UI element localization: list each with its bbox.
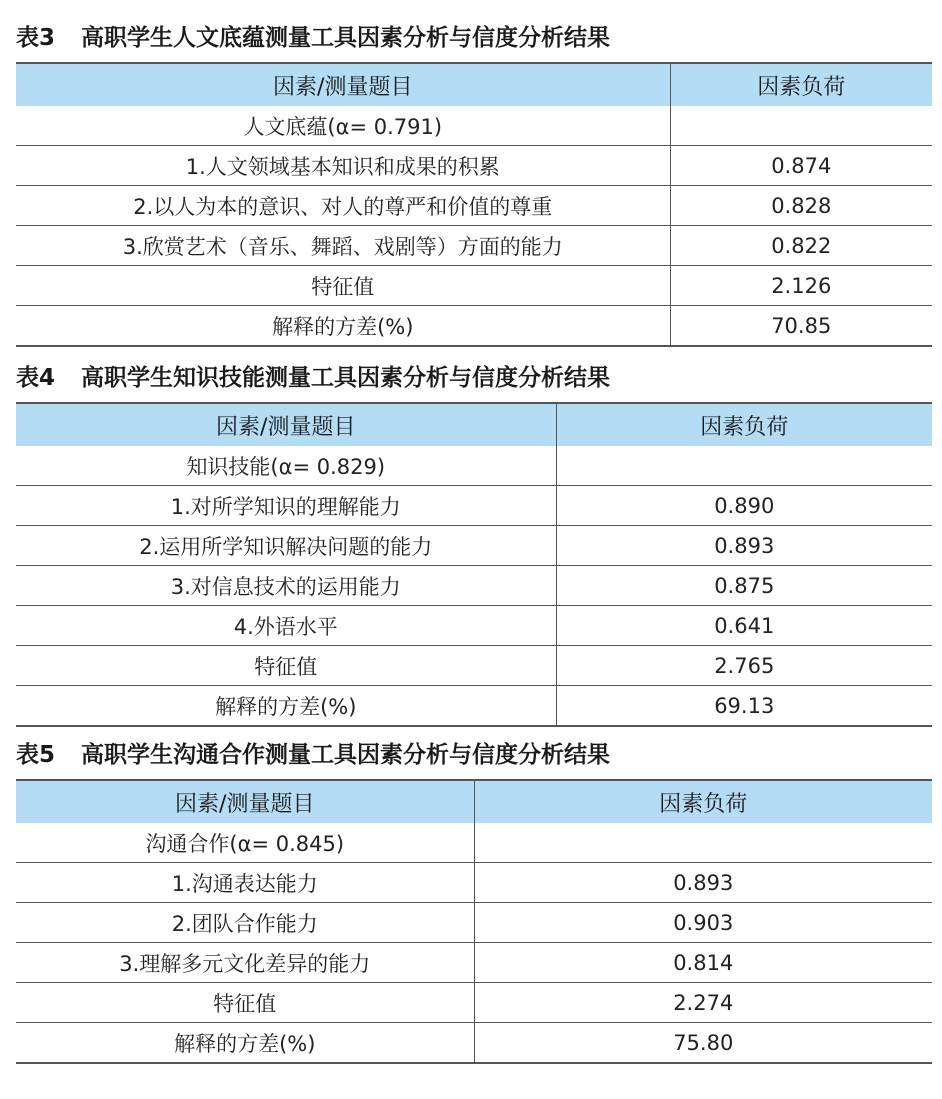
table-5-number: 表5 [16,742,56,768]
table-cell-value: 2.126 [670,266,932,306]
table-cell-item: 1.人文领域基本知识和成果的积累 [16,146,670,186]
table-3-header-factor: 因素/测量题目 [16,63,670,106]
table-cell-item: 解释的方差(%) [16,306,670,347]
table-row [16,566,932,606]
table-cell-value [556,446,932,486]
table-cell-value: 0.641 [556,606,932,646]
table-4-header-row [16,403,932,446]
table-row [16,526,932,566]
table-cell-value: 0.893 [556,526,932,566]
table-cell-value [670,106,932,146]
table-cell-value: 0.828 [670,186,932,226]
table-cell-item: 3.对信息技术的运用能力 [16,566,556,606]
table-row [16,943,932,983]
table-3-header-loading: 因素负荷 [757,74,846,100]
table-cell-value: 0.874 [670,146,932,186]
table-3-title: 高职学生人文底蕴测量工具因素分析与信度分析结果 [81,25,611,51]
table-cell-item: 特征值 [16,266,670,306]
table-3-caption [16,14,932,62]
table-cell-value: 0.814 [474,943,932,983]
table-cell-value: 0.822 [670,226,932,266]
table-row [16,486,932,526]
table-cell-item: 2.团队合作能力 [16,903,474,943]
table-cell-item: 1.对所学知识的理解能力 [16,486,556,526]
table-cell-item: 特征值 [16,646,556,686]
table-cell-value: 75.80 [673,1030,734,1055]
table-cell-value [474,823,932,863]
table-cell-item: 知识技能(α= 0.829) [16,446,556,486]
table-cell-value: 0.890 [556,486,932,526]
table-row [16,226,932,266]
table-row [16,106,932,146]
table-cell-value: 0.875 [556,566,932,606]
table-4 [16,402,932,727]
table-3-header-row [16,63,932,106]
table-cell-item: 2.运用所学知识解决问题的能力 [16,526,556,566]
table-3-block [16,14,932,347]
table-cell-value: 2.274 [474,983,932,1023]
table-cell-value: 69.13 [714,693,775,718]
table-row [16,1023,932,1064]
table-cell-item: 1.沟通表达能力 [16,863,474,903]
table-row [16,606,932,646]
table-5-header-factor: 因素/测量题目 [16,780,474,823]
table-cell-value: 70.85 [771,313,832,338]
table-cell-item: 特征值 [16,983,474,1023]
table-4-header-loading: 因素负荷 [700,414,789,440]
table-cell-item: 3.欣赏艺术（音乐、舞蹈、戏剧等）方面的能力 [16,226,670,266]
table-row [16,983,932,1023]
table-4-caption [16,354,932,402]
table-3-number: 表3 [16,25,56,51]
table-cell-item: 人文底蕴(α= 0.791) [16,106,670,146]
table-4-header-factor: 因素/测量题目 [16,403,556,446]
table-cell-item: 解释的方差(%) [16,1023,474,1064]
table-5-header-row [16,780,932,823]
table-5-header-loading: 因素负荷 [659,791,748,817]
table-cell-item: 4.外语水平 [16,606,556,646]
table-cell-item: 2.以人为本的意识、对人的尊严和价值的尊重 [16,186,670,226]
table-row [16,686,932,727]
table-cell-item: 解释的方差(%) [16,686,556,727]
table-row [16,903,932,943]
table-cell-value: 0.893 [474,863,932,903]
table-row [16,266,932,306]
table-cell-value: 2.765 [556,646,932,686]
table-row [16,823,932,863]
table-row [16,306,932,347]
table-4-number: 表4 [16,365,56,391]
table-3 [16,62,932,347]
table-cell-item: 3.理解多元文化差异的能力 [16,943,474,983]
table-row [16,146,932,186]
table-5-title: 高职学生沟通合作测量工具因素分析与信度分析结果 [81,742,611,768]
table-4-title: 高职学生知识技能测量工具因素分析与信度分析结果 [81,365,611,391]
table-cell-value: 0.903 [474,903,932,943]
table-row [16,446,932,486]
table-row [16,646,932,686]
table-5 [16,779,932,1064]
table-5-block [16,731,932,1064]
table-4-block [16,354,932,727]
table-row [16,863,932,903]
table-row [16,186,932,226]
table-cell-item: 沟通合作(α= 0.845) [16,823,474,863]
table-5-caption [16,731,932,779]
